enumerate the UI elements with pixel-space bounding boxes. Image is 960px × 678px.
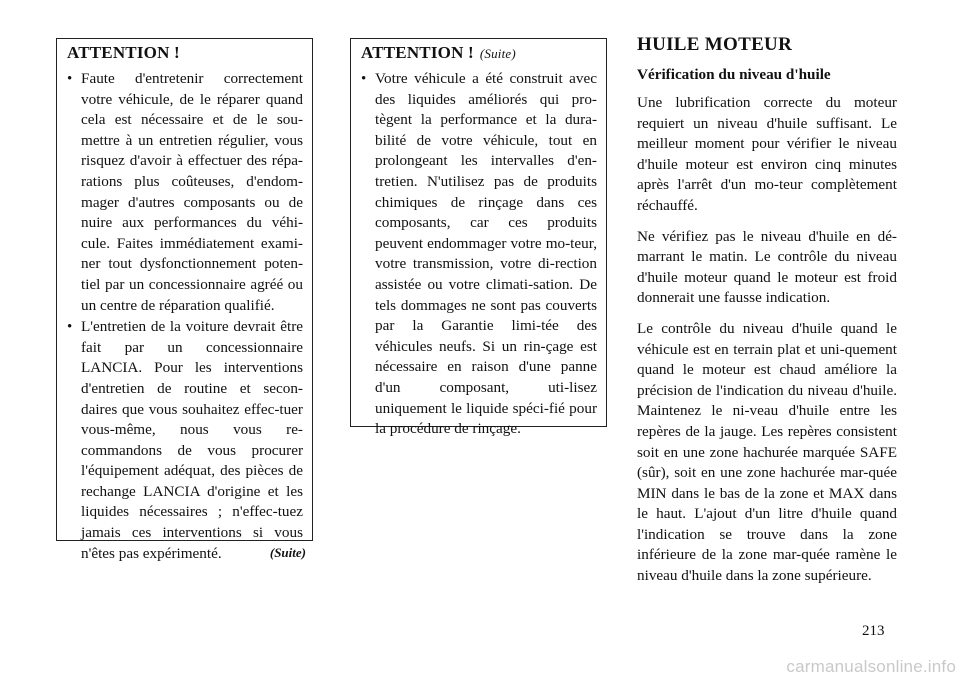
section-heading: HUILE MOTEUR [637,34,793,55]
warning-title: ATTENTION ! [67,43,180,62]
warning-item: • L'entretien de la voiture devrait être fait par un concessionnaire LANCIA. Pour les interventions d'entretien de routine et secon-daires que vous souhaitez effec-tuer vous-même, nous vous re-commandons de vous procurer l'équipement adéquat, des pièces de rechange LANCIA d'origine et les liquides nécessaires ; n'effec-tuez jamais ces interventions si vous n'êtes pas expérimenté. [65,317,303,564]
warning-box-middle [350,38,607,438]
warning-item: • Votre véhicule a été construit avec des liquides améliorés qui pro-tègent la performance et la dura-bilité de votre véhicule, tout en prolongeant les intervalles d'en-tretien. N'utilisez pas de produits chimiques de rinçage dans ces composants, car ces produits peuvent endommager votre mo-teur, votre transmission, votre di-rection assistée ou votre climati-sation. De tels dommages ne sont pas couverts par la Garantie limi-tée des véhicules neufs. Si un rin-çage est nécessaire en raison d'une panne d'un composant, uti-lisez uniquement le liquide spéci-fié pour la procédure de rinçage. [359,69,597,440]
paragraph: Une lubrification correcte du moteur requiert un niveau d'huile suffisant. Le meilleur moment pour vérifier le niveau d'huile moteur est environ cinq minutes après l'arrêt d'un mo-teur complètement réchauffé. [637,94,897,214]
paragraph: Le contrôle du niveau d'huile quand le véhicule est en terrain plat et uni-quement quand le moteur est chaud améliore la précision de l'indication du niveau d'huile. Maintenez le ni-veau d'huile entre les repères de la jauge. Les repères consistent soit en une zone hachurée marquée SAFE (sûr), soit en une zone hachurée mar-quée MIN dans le bas de la zone et MAX dans le haut. L'ajout d'un litre d'huile quand l'indication se trouve dans la zone inférieure de la zone mar-quée ramène le niveau d'huile dans la zone supérieure. [637,319,897,585]
watermark: carmanualsonline.info [786,657,956,676]
warning-list [359,69,597,440]
warning-title-continued [361,43,597,63]
engine-oil-section [637,34,897,597]
warning-list [65,69,303,564]
warning-item: • Faute d'entretenir correctement votre véhicule, de le réparer quand cela est nécessaire et de le sou-mettre à un entretien régulier, vous risquez d'avoir à effectuer des répa-rations plus coûteuses, d'endom-mager d'autres composants ou de nuire aux performances du véhi-cule. Faites immédiatement exami-ner tout dysfonctionnement poten-tiel par un concessionnaire agréé ou un centre de réparation qualifié. [65,69,303,316]
continued-label: (Suite) [269,545,306,560]
warning-title-suffix: (Suite) [479,46,516,61]
paragraph: Ne vérifiez pas le niveau d'huile en dé-marrant le matin. Le contrôle du niveau d'huile moteur quand le moteur est froid donnerait une fausse indication. [637,227,897,307]
warning-title-text: ATTENTION ! [361,43,474,62]
page-number: 213 [862,623,885,639]
subsection-heading: Vérification du niveau d'huile [637,66,831,83]
